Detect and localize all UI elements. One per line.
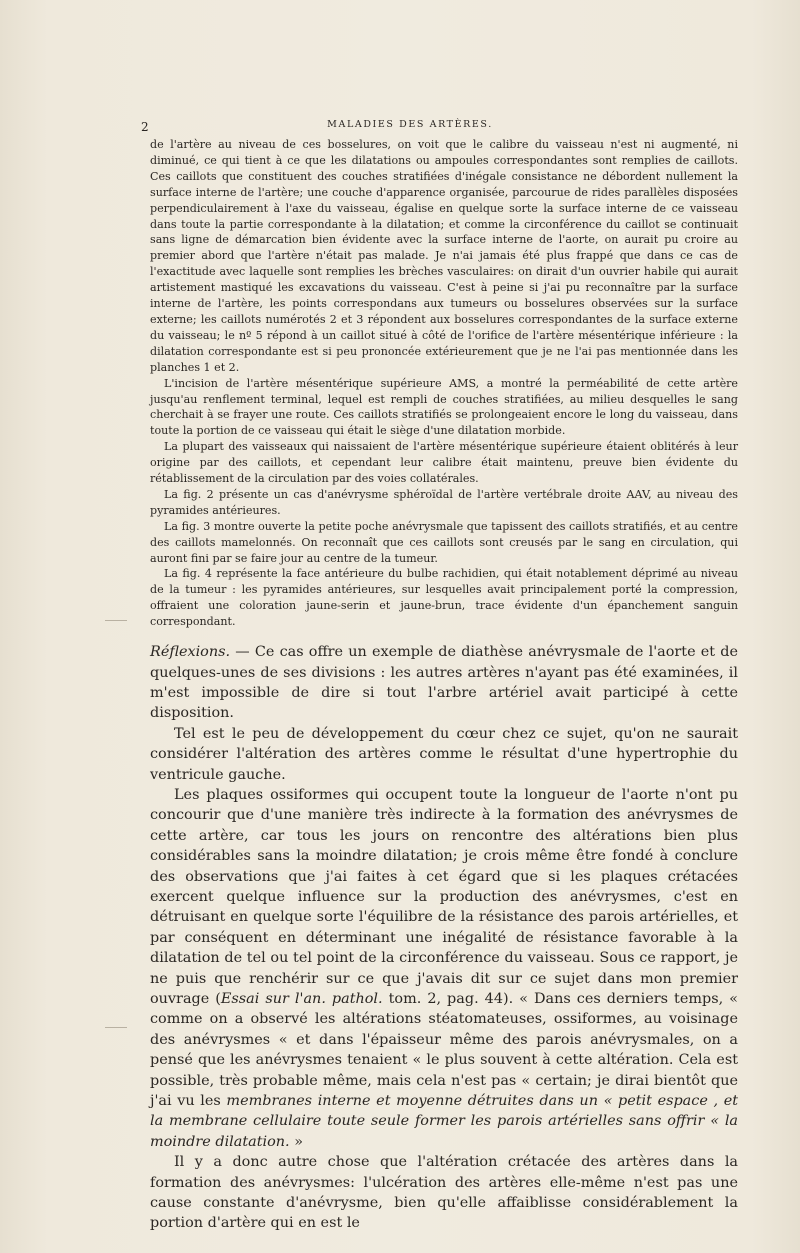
reflexions-text: tom. 2, pag. 44). « Dans ces derniers temps, « comme on a observé les altérations stéatomateuses, ossiformes, au voisinage des anévrysmes « et dans l'épaisseur même des parois anévrysmales, on a pensé que les anévrysmes tenaient « le plus souvent à cette altération. Cela est possible, très probable même, mais cela n'est pas « certain; je dirai bientôt que j'ai vu les <box>150 991 738 1110</box>
observation-paragraph: La fig. 4 représente la face antérieure du bulbe rachidien, qui était notablement déprimé au niveau de la tumeur : les pyramides antérieures, sur lesquelles avait principalement porté la compression, offraient une coloration jaune-serin et jaune-brun, trace évidente d'un épanchement sanguin correspondant. <box>150 567 738 629</box>
reflexions-paragraph <box>150 642 738 724</box>
page-number: 2 <box>141 120 149 134</box>
reflexions-section <box>150 642 738 1234</box>
observation-paragraph: La fig. 3 montre ouverte la petite poche anévrysmale que tapissent des caillots stratifiés, et au centre des caillots mamelonnés. On reconnaît que ces caillots sont creusés par le sang en circulation, qui auront fini par se faire jour au centre de la tumeur. <box>150 519 738 565</box>
reflexions-paragraph: Tel est le peu de développement du cœur chez ce sujet, qu'on ne saurait considérer l'altération des artères comme le résultat d'une hypertrophie du ventricule gauche. <box>150 725 738 783</box>
reflexions-paragraph: Il y a donc autre chose que l'altération crétacée des artères dans la formation des anévrysmes: l'ulcération des artères elle-même n'est pas une cause constante d'anévrysme, bien qu'elle affaiblisse considérablement la portion d'artère qui en est le <box>150 1154 738 1232</box>
observation-paragraph: La plupart des vaisseaux qui naissaient de l'artère mésentérique supérieure étaient oblitérés à leur origine par des caillots, et cependant leur calibre était maintenu, preuve bien évidente du rétablissement de la circulation par des voies collatérales. <box>150 440 738 486</box>
reflexions-text: — Ce cas offre un exemple de diathèse anévrysmale de l'aorte et de quelques-unes de ses divisions : les autres artères n'ayant pas été examinées, il m'est impossible de dire si tout l'arbre artériel avait participé à cette disposition. <box>150 644 738 722</box>
margin-mark <box>105 620 127 621</box>
quoted-emphasis: membranes interne et moyenne détruites dans un « petit espace , et la membrane cellulaire toute seule former les parois artérielles sans offrir « la moindre dilatation. <box>150 1093 738 1150</box>
observation-paragraph: La fig. 2 présente un cas d'anévrysme sphéroïdal de l'artère vertébrale droite AAV, au niveau des pyramides antérieures. <box>150 487 738 517</box>
reflexions-label: Réflexions. <box>150 644 231 661</box>
observation-paragraph: de l'artère au niveau de ces bosselures, on voit que le calibre du vaisseau n'est ni augmenté, ni diminué, ce qui tient à ce que les dilatations ou ampoules correspondantes sont remplies de caillots. Ces caillots que constituent des couches stratifiées d'inégale consistance ne débordent nullement la surface interne de l'artère; une couche d'apparence organisée, parcourue de rides parallèles disposées perpendiculairement à l'axe du vaisseau, égalise en quelque sorte la surface interne de ce vaisseau dans toute la partie correspondante à la dilatation; et comme la circonférence du caillot se continuait sans ligne de démarcation bien évidente avec la surface interne de l'aorte, on aurait pu croire au premier abord que l'artère n'était pas malade. Je n'ai jamais été plus frappé que dans ce cas de l'exactitude avec laquelle sont remplies les brèches vasculaires: on dirait d'un ouvrier habile qui aurait artistement mastiqué les excavations du vaisseau. C'est à peine si j'ai pu reconnaître par la surface interne de l'artère, les points correspondans aux tumeurs ou bosselures observées sur la surface externe; les caillots numérotés 2 et 3 répondent aux bosselures correspondantes de la surface externe du vaisseau; le nº 5 répond à un caillot situé à côté de l'orifice de l'artère mésentérique inférieure : la dilatation correspondante est si peu prononcée extérieurement que je ne l'ai pas mentionnée dans les planches 1 et 2. <box>150 138 738 374</box>
observation-paragraph: L'incision de l'artère mésentérique supérieure AMS, a montré la perméabilité de cette artère jusqu'au renflement terminal, lequel est rempli de couches stratifiées, au milieu desquelles le sang cherchait à se frayer une route. Ces caillots stratifiés se prolongeaient encore le long du vaisseau, dans toute la portion de ce vaisseau qui était le siège d'une dilatation morbide. <box>150 376 738 438</box>
margin-mark <box>105 1027 127 1028</box>
text-body <box>150 137 738 1234</box>
reflexions-paragraph <box>150 785 738 1152</box>
observation-section <box>150 137 738 630</box>
running-head: MALADIES DES ARTÈRES. <box>327 119 493 130</box>
citation-title: Essai sur l'an. pathol. <box>220 991 383 1007</box>
reflexions-text: Les plaques ossiformes qui occupent toute la longueur de l'aorte n'ont pu concourir que d'une manière très indirecte à la formation des anévrysmes de cette artère, car tous les jours on rencontre des altérations bien plus considérables sans la moindre dilatation; je crois même être fondé à conclure des observations que j'ai faites à cet égard que si les plaques crétacées exercent quelque influence sur la production des anévrysmes, c'est en détruisant en quelque sorte l'équilibre de la résistance des parois artérielles, et par conséquent en déterminant une inégalité de résistance favorable à la dilatation de tel ou tel point de la circonférence du vaisseau. Sous ce rapport, je ne puis que renchérir sur ce que j'avais dit sur ce sujet dans mon premier ouvrage ( <box>150 786 738 1007</box>
reflexions-text: » <box>289 1133 304 1150</box>
